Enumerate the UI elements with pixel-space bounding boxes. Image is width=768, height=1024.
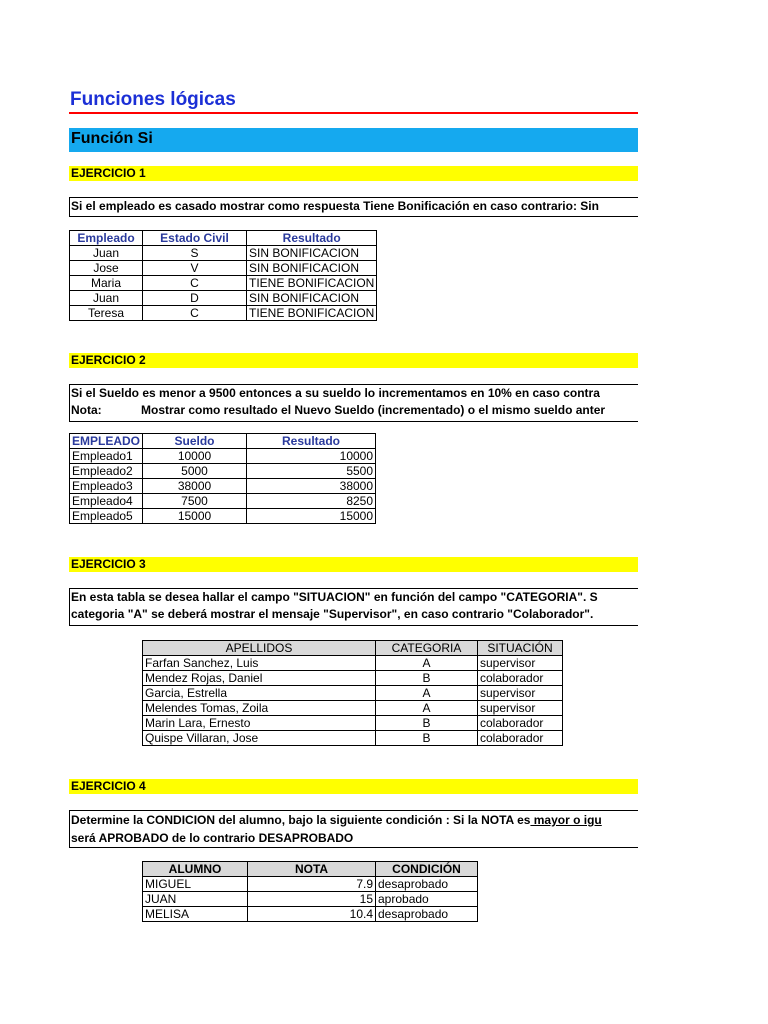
cell[interactable]: Empleado4 [70,494,143,509]
section-header [69,128,638,152]
cell[interactable]: C [143,276,247,291]
cell[interactable]: Garcia, Estrella [143,686,376,701]
cell[interactable]: 38000 [247,479,376,494]
exercise-3-table [142,640,563,746]
column-header: NOTA [248,862,376,877]
cell[interactable]: B [376,731,478,746]
cell[interactable]: JUAN [143,892,248,907]
table-row [70,306,377,321]
section-title: Función Si [71,130,153,147]
cell[interactable]: 10000 [247,449,376,464]
exercise-4-header [69,779,638,794]
table-header-row [143,641,563,656]
exercise-2-table [69,433,376,524]
table-row [143,892,478,907]
cell[interactable]: Farfan Sanchez, Luis [143,656,376,671]
exercise-4-statement [69,810,638,848]
cell[interactable]: TIENE BONIFICACION [247,306,377,321]
cell[interactable]: V [143,261,247,276]
exercise-3-header [69,557,638,572]
table-row [143,731,563,746]
cell[interactable]: Empleado5 [70,509,143,524]
cell[interactable]: MIGUEL [143,877,248,892]
statement-line: Si el Sueldo es menor a 9500 entonces a su sueldo lo incrementamos en 10% en caso contra [71,386,600,400]
statement-text: Determine la CONDICION del alumno, bajo la siguiente condición : Si la NOTA es [71,813,531,827]
table-row [143,701,563,716]
cell[interactable]: Juan [70,291,143,306]
statement-line: será APROBADO de lo contrario DESAPROBADO [71,831,354,845]
column-header: Estado Civil [143,231,247,246]
cell[interactable]: desaprobado [376,877,478,892]
cell[interactable]: MELISA [143,907,248,922]
column-header: Resultado [247,434,376,449]
exercise-3-statement [69,588,638,626]
cell[interactable]: Maria [70,276,143,291]
statement-line [71,402,638,419]
column-header: SITUACIÓN [478,641,563,656]
table-row [70,464,376,479]
exercise-1-header [69,166,638,181]
table-row [70,276,377,291]
cell[interactable]: Mendez Rojas, Daniel [143,671,376,686]
table-header-row [70,231,377,246]
table-row [143,656,563,671]
cell[interactable]: 7500 [143,494,247,509]
cell[interactable]: Empleado1 [70,449,143,464]
cell[interactable]: 15000 [247,509,376,524]
cell[interactable]: 38000 [143,479,247,494]
column-header: ALUMNO [143,862,248,877]
table-row [70,246,377,261]
table-row [143,877,478,892]
table-row [70,449,376,464]
exercise-3-label: EJERCICIO 3 [71,557,146,571]
cell[interactable]: 15000 [143,509,247,524]
cell[interactable]: 5500 [247,464,376,479]
table-row [143,671,563,686]
statement-line: En esta tabla se desea hallar el campo "SITUACION" en función del campo "CATEGORIA". S [71,590,598,604]
cell[interactable]: colaborador [478,731,563,746]
exercise-4-table [142,861,478,922]
cell[interactable]: D [143,291,247,306]
cell[interactable]: aprobado [376,892,478,907]
cell[interactable]: 10.4 [248,907,376,922]
cell[interactable]: Teresa [70,306,143,321]
table-header-row [143,862,478,877]
table-row [143,686,563,701]
cell[interactable]: C [143,306,247,321]
statement-underlined-text: mayor o igu [530,813,602,827]
table-row [70,479,376,494]
cell[interactable]: 15 [248,892,376,907]
table-row [70,494,376,509]
cell[interactable]: SIN BONIFICACION [247,291,377,306]
cell[interactable]: 8250 [247,494,376,509]
exercise-2-statement [69,384,638,422]
column-header: APELLIDOS [143,641,376,656]
exercise-4-label: EJERCICIO 4 [71,779,146,793]
column-header: CONDICIÓN [376,862,478,877]
cell[interactable]: desaprobado [376,907,478,922]
exercise-2-header [69,353,638,368]
cell[interactable]: colaborador [478,671,563,686]
cell[interactable]: SIN BONIFICACION [247,246,377,261]
table-row [70,291,377,306]
exercise-2-label: EJERCICIO 2 [71,353,146,367]
cell[interactable]: B [376,671,478,686]
column-header: Sueldo [143,434,247,449]
column-header: CATEGORIA [376,641,478,656]
cell[interactable]: Juan [70,246,143,261]
cell[interactable]: 10000 [143,449,247,464]
table-row [143,907,478,922]
exercise-1-table [69,230,377,321]
nota-text: Mostrar como resultado el Nuevo Sueldo (incrementado) o el mismo sueldo anter [141,403,606,417]
cell[interactable]: 5000 [143,464,247,479]
cell[interactable]: A [376,701,478,716]
nota-label: Nota: [71,403,102,417]
page-title: Funciones lógicas [70,89,236,110]
cell[interactable]: A [376,686,478,701]
cell[interactable]: Jose [70,261,143,276]
table-row [70,261,377,276]
cell[interactable]: Marin Lara, Ernesto [143,716,376,731]
column-header: EMPLEADO [70,434,143,449]
title-underline [69,112,638,114]
cell[interactable]: SIN BONIFICACION [247,261,377,276]
table-row [143,716,563,731]
cell[interactable]: Empleado3 [70,479,143,494]
statement-line: categoria "A" se deberá mostrar el mensaje "Supervisor", en caso contrario "Colaborador". [71,607,594,621]
column-header: Empleado [70,231,143,246]
cell[interactable]: supervisor [478,701,563,716]
cell[interactable]: A [376,656,478,671]
table-row [70,509,376,524]
column-header: Resultado [247,231,377,246]
exercise-1-label: EJERCICIO 1 [71,166,146,180]
exercise-1-statement: Si el empleado es casado mostrar como respuesta Tiene Bonificación en caso contrario: Sin [69,197,638,217]
cell[interactable]: B [376,716,478,731]
statement-line [71,811,638,829]
cell[interactable]: S [143,246,247,261]
cell[interactable]: Quispe Villaran, Jose [143,731,376,746]
cell[interactable]: supervisor [478,686,563,701]
cell[interactable]: colaborador [478,716,563,731]
cell[interactable]: TIENE BONIFICACION [247,276,377,291]
cell[interactable]: 7.9 [248,877,376,892]
cell[interactable]: Empleado2 [70,464,143,479]
cell[interactable]: supervisor [478,656,563,671]
cell[interactable]: Melendes Tomas, Zoila [143,701,376,716]
table-header-row [70,434,376,449]
